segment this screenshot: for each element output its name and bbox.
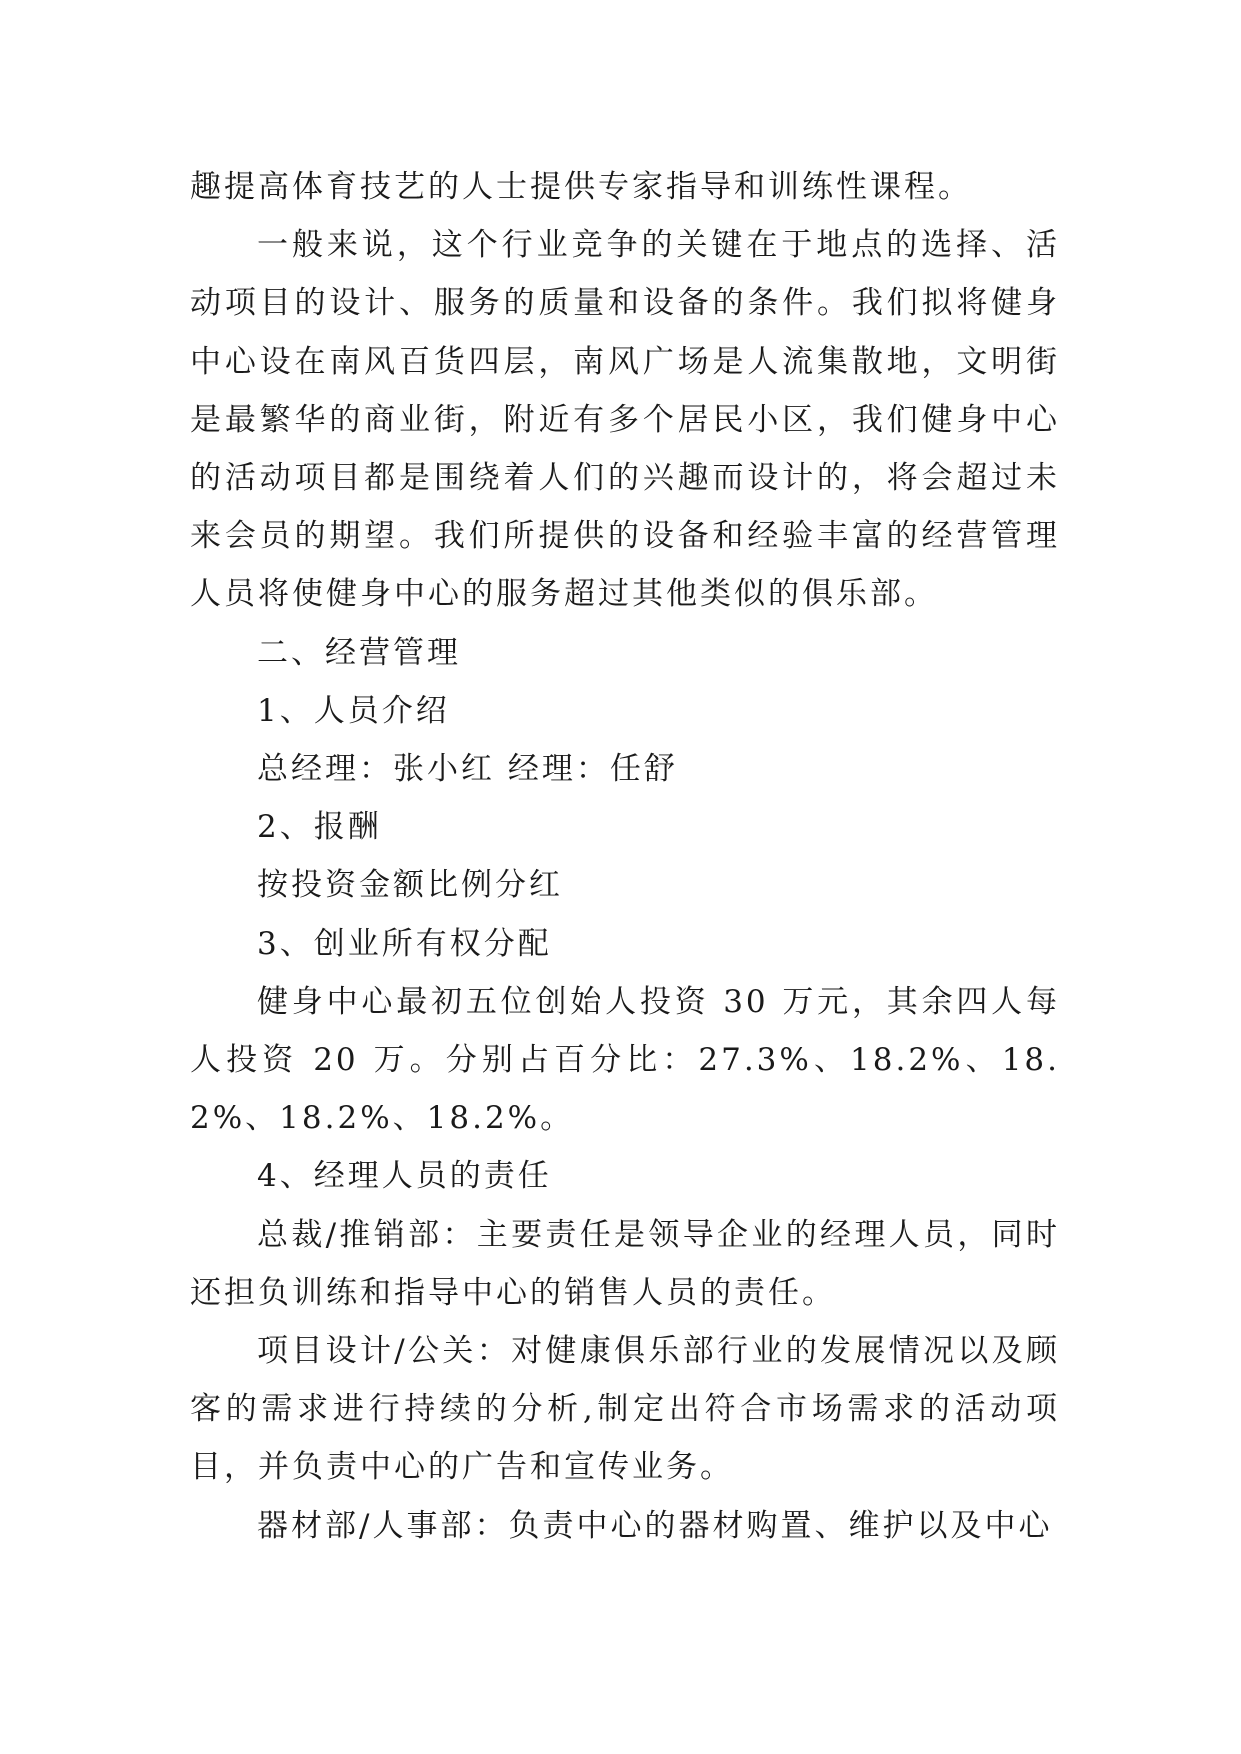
- paragraph-ownership: 健身中心最初五位创始人投资 30 万元，其余四人每人投资 20 万。分别占百分比：27.3%、18.2%、18.2%、18.2%、18.2%。: [190, 983, 1060, 1137]
- paragraph-personnel: 总经理：张小红 经理：任舒: [257, 751, 678, 788]
- subheading-compensation: 2、报酬: [257, 809, 382, 846]
- paragraph-continuation: 趣提高体育技艺的人士提供专家指导和训练性课程。: [190, 169, 972, 205]
- paragraph-president-sales: 总裁/推销部：主要责任是领导企业的经理人员，同时还担负训练和指导中心的销售人员的责任。: [190, 1216, 1060, 1311]
- paragraph-project-pr: 项目设计/公关：对健康俱乐部行业的发展情况以及顾客的需求进行持续的分析,制定出符合市场需求的活动项目，并负责中心的广告和宣传业务。: [190, 1333, 1060, 1486]
- paragraph-compensation: 按投资金额比例分红: [257, 867, 563, 904]
- document-body: [190, 158, 1060, 1555]
- subheading-responsibilities: 4、经理人员的责任: [257, 1158, 552, 1195]
- section-heading-management: 二、经营管理: [257, 634, 461, 671]
- paragraph-industry-competition: 一般来说，这个行业竞争的关键在于地点的选择、活动项目的设计、服务的质量和设备的条件。我们拟将健身中心设在南风百货四层，南风广场是人流集散地，文明街是最繁华的商业街，附近有多个居民小区，我们健身中心的活动项目都是围绕着人们的兴趣而设计的，将会超过未来会员的期望。我们所提供的设备和经验丰富的经营管理人员将使健身中心的服务超过其他类似的俱乐部。: [190, 227, 1060, 613]
- paragraph-equipment-hr: 器材部/人事部：负责中心的器材购置、维护以及中心: [257, 1507, 1053, 1544]
- subheading-personnel: 1、人员介绍: [257, 692, 450, 729]
- subheading-ownership: 3、创业所有权分配: [257, 925, 552, 962]
